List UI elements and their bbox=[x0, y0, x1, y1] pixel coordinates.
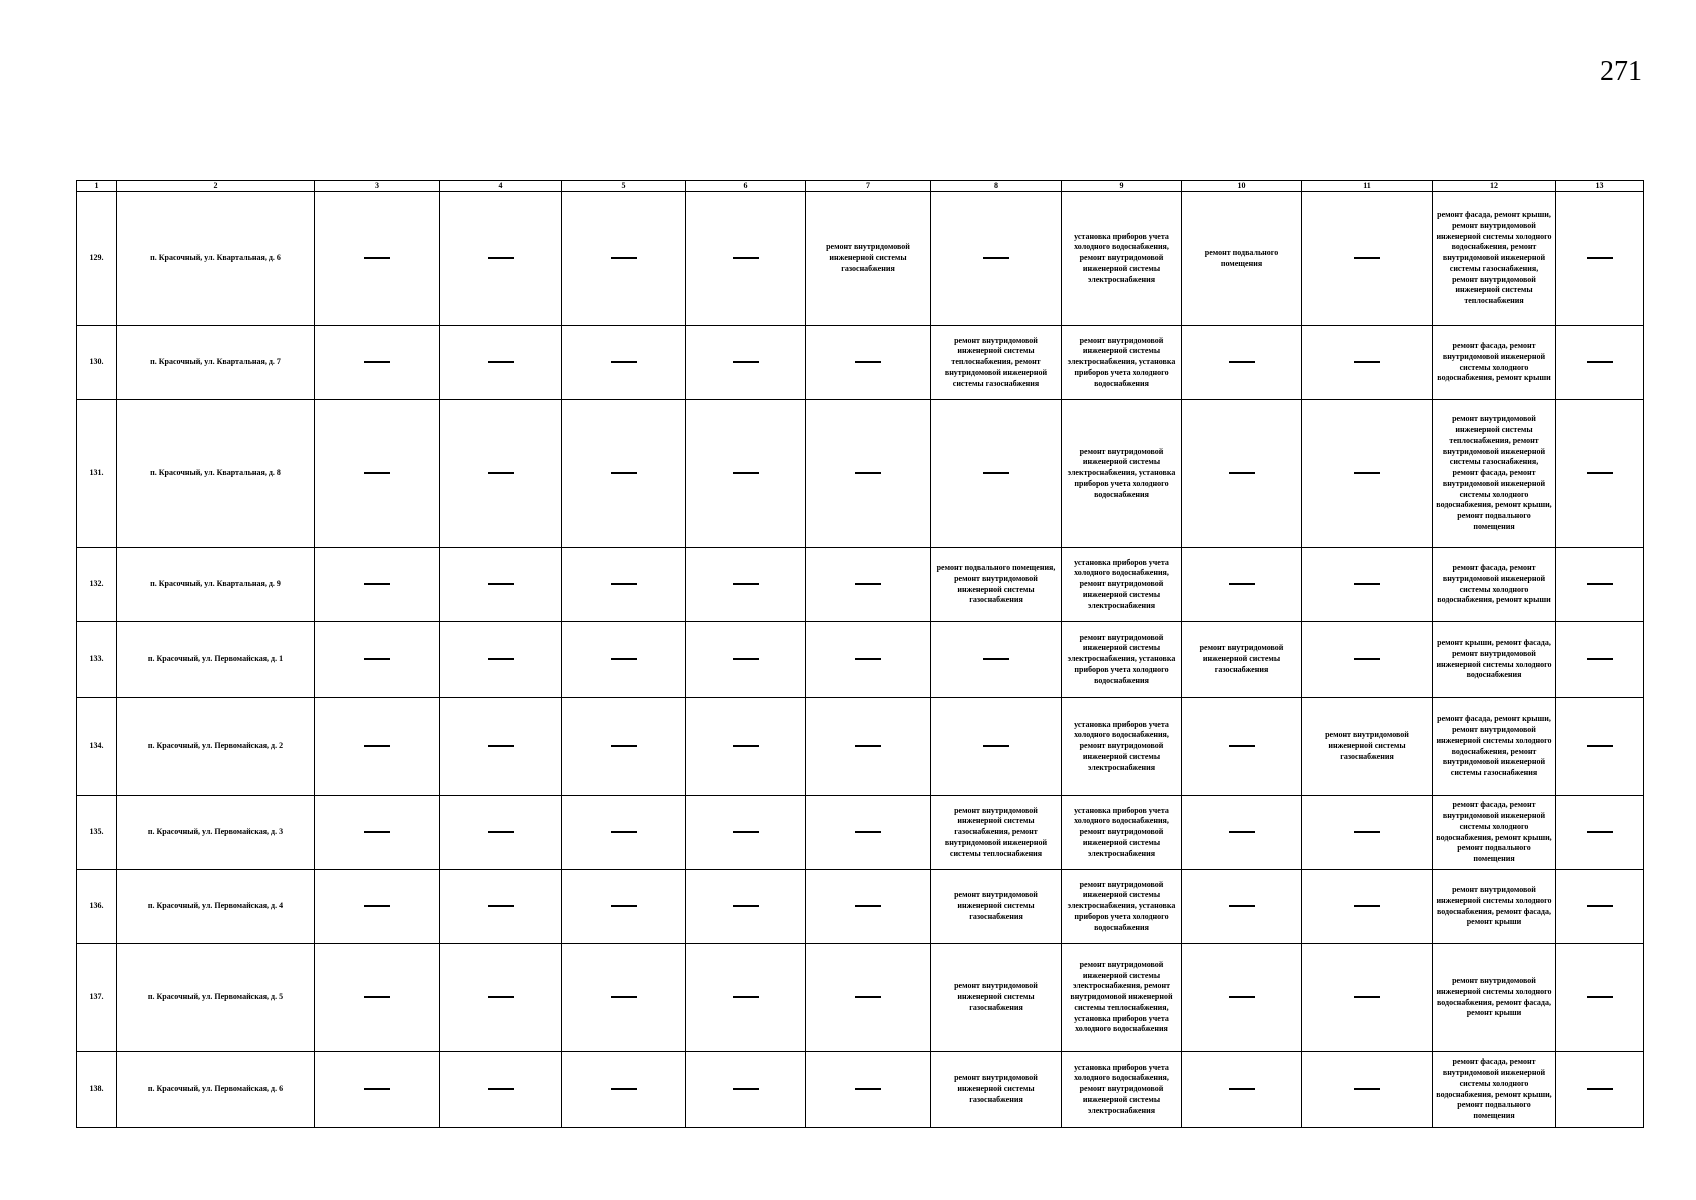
row-number: 136. bbox=[77, 870, 117, 944]
dash-mark bbox=[611, 658, 637, 660]
dash-mark bbox=[1354, 583, 1380, 585]
empty-dash-cell bbox=[440, 548, 562, 622]
empty-dash-cell bbox=[806, 400, 931, 548]
work-cell: ремонт внутридомовой инженерной системы газоснабжения bbox=[931, 1052, 1062, 1128]
dash-mark bbox=[1587, 361, 1613, 363]
dash-mark bbox=[1229, 905, 1255, 907]
empty-dash-cell bbox=[1556, 622, 1644, 698]
row-number: 131. bbox=[77, 400, 117, 548]
empty-dash-cell bbox=[1302, 1052, 1433, 1128]
empty-dash-cell bbox=[1556, 400, 1644, 548]
empty-dash-cell bbox=[686, 698, 806, 796]
work-cell: установка приборов учета холодного водоснабжения, ремонт внутридомовой инженерной системы электроснабжения bbox=[1062, 1052, 1182, 1128]
empty-dash-cell bbox=[562, 326, 686, 400]
empty-dash-cell bbox=[931, 622, 1062, 698]
dash-mark bbox=[488, 831, 514, 833]
empty-dash-cell bbox=[1182, 944, 1302, 1052]
dash-mark bbox=[855, 905, 881, 907]
work-cell: установка приборов учета холодного водоснабжения, ремонт внутридомовой инженерной системы электроснабжения bbox=[1062, 192, 1182, 326]
dash-mark bbox=[488, 658, 514, 660]
dash-mark bbox=[733, 583, 759, 585]
empty-dash-cell bbox=[440, 870, 562, 944]
work-cell: ремонт внутридомовой инженерной системы газоснабжения bbox=[931, 944, 1062, 1052]
dash-mark bbox=[983, 745, 1009, 747]
address-cell: п. Красочный, ул. Первомайская, д. 3 bbox=[117, 796, 315, 870]
column-number: 12 bbox=[1433, 181, 1556, 192]
address-cell: п. Красочный, ул. Первомайская, д. 6 bbox=[117, 1052, 315, 1128]
empty-dash-cell bbox=[806, 622, 931, 698]
dash-mark bbox=[1229, 472, 1255, 474]
dash-mark bbox=[488, 583, 514, 585]
empty-dash-cell bbox=[562, 192, 686, 326]
work-cell: ремонт внутридомовой инженерной системы электроснабжения, ремонт внутридомовой инженерной системы теплоснабжения, установка приборов учета холодного водоснабжения bbox=[1062, 944, 1182, 1052]
dash-mark bbox=[855, 472, 881, 474]
row-number: 130. bbox=[77, 326, 117, 400]
table-body bbox=[77, 192, 1644, 1128]
dash-mark bbox=[364, 361, 390, 363]
empty-dash-cell bbox=[806, 698, 931, 796]
dash-mark bbox=[1587, 658, 1613, 660]
empty-dash-cell bbox=[1556, 1052, 1644, 1128]
address-cell: п. Красочный, ул. Первомайская, д. 5 bbox=[117, 944, 315, 1052]
empty-dash-cell bbox=[1556, 796, 1644, 870]
work-cell: ремонт внутридомовой инженерной системы газоснабжения, ремонт внутридомовой инженерной системы теплоснабжения bbox=[931, 796, 1062, 870]
dash-mark bbox=[364, 583, 390, 585]
empty-dash-cell bbox=[562, 1052, 686, 1128]
work-cell: ремонт подвального помещения, ремонт внутридомовой инженерной системы газоснабжения bbox=[931, 548, 1062, 622]
empty-dash-cell bbox=[931, 192, 1062, 326]
table-row bbox=[77, 622, 1644, 698]
work-cell: ремонт фасада, ремонт внутридомовой инженерной системы холодного водоснабжения, ремонт крыши bbox=[1433, 326, 1556, 400]
empty-dash-cell bbox=[1302, 870, 1433, 944]
empty-dash-cell bbox=[440, 698, 562, 796]
empty-dash-cell bbox=[1182, 548, 1302, 622]
work-cell: ремонт внутридомовой инженерной системы электроснабжения, установка приборов учета холодного водоснабжения bbox=[1062, 400, 1182, 548]
dash-mark bbox=[1354, 361, 1380, 363]
dash-mark bbox=[611, 996, 637, 998]
dash-mark bbox=[1229, 996, 1255, 998]
empty-dash-cell bbox=[1302, 944, 1433, 1052]
empty-dash-cell bbox=[1556, 192, 1644, 326]
table-row bbox=[77, 698, 1644, 796]
dash-mark bbox=[855, 1088, 881, 1090]
empty-dash-cell bbox=[931, 400, 1062, 548]
dash-mark bbox=[733, 361, 759, 363]
dash-mark bbox=[1587, 257, 1613, 259]
empty-dash-cell bbox=[440, 622, 562, 698]
dash-mark bbox=[983, 658, 1009, 660]
dash-mark bbox=[1229, 361, 1255, 363]
column-number: 11 bbox=[1302, 181, 1433, 192]
dash-mark bbox=[611, 472, 637, 474]
dash-mark bbox=[1229, 831, 1255, 833]
empty-dash-cell bbox=[1556, 326, 1644, 400]
empty-dash-cell bbox=[315, 326, 440, 400]
address-cell: п. Красочный, ул. Первомайская, д. 2 bbox=[117, 698, 315, 796]
dash-mark bbox=[733, 831, 759, 833]
table-row bbox=[77, 326, 1644, 400]
dash-mark bbox=[611, 1088, 637, 1090]
empty-dash-cell bbox=[1302, 622, 1433, 698]
empty-dash-cell bbox=[1302, 192, 1433, 326]
address-cell: п. Красочный, ул. Квартальная, д. 6 bbox=[117, 192, 315, 326]
column-number: 9 bbox=[1062, 181, 1182, 192]
empty-dash-cell bbox=[686, 400, 806, 548]
empty-dash-cell bbox=[806, 326, 931, 400]
column-number: 4 bbox=[440, 181, 562, 192]
work-cell: установка приборов учета холодного водоснабжения, ремонт внутридомовой инженерной системы электроснабжения bbox=[1062, 548, 1182, 622]
work-cell: ремонт внутридомовой инженерной системы теплоснабжения, ремонт внутридомовой инженерной системы газоснабжения bbox=[931, 326, 1062, 400]
column-number: 1 bbox=[77, 181, 117, 192]
dash-mark bbox=[733, 257, 759, 259]
empty-dash-cell bbox=[440, 796, 562, 870]
empty-dash-cell bbox=[1302, 796, 1433, 870]
repair-program-table bbox=[76, 180, 1644, 1128]
empty-dash-cell bbox=[931, 698, 1062, 796]
column-number: 3 bbox=[315, 181, 440, 192]
dash-mark bbox=[1354, 257, 1380, 259]
dash-mark bbox=[611, 905, 637, 907]
dash-mark bbox=[855, 745, 881, 747]
dash-mark bbox=[364, 996, 390, 998]
empty-dash-cell bbox=[315, 1052, 440, 1128]
empty-dash-cell bbox=[315, 944, 440, 1052]
empty-dash-cell bbox=[440, 944, 562, 1052]
work-cell: ремонт внутридомовой инженерной системы газоснабжения bbox=[806, 192, 931, 326]
empty-dash-cell bbox=[440, 192, 562, 326]
dash-mark bbox=[1229, 583, 1255, 585]
dash-mark bbox=[364, 1088, 390, 1090]
work-cell: ремонт фасада, ремонт внутридомовой инженерной системы холодного водоснабжения, ремонт крыши, ремонт подвального помещения bbox=[1433, 1052, 1556, 1128]
empty-dash-cell bbox=[562, 796, 686, 870]
dash-mark bbox=[733, 1088, 759, 1090]
empty-dash-cell bbox=[1182, 698, 1302, 796]
table-row bbox=[77, 870, 1644, 944]
dash-mark bbox=[1354, 658, 1380, 660]
dash-mark bbox=[364, 257, 390, 259]
work-cell: ремонт крыши, ремонт фасада, ремонт внутридомовой инженерной системы холодного водоснабжения bbox=[1433, 622, 1556, 698]
work-cell: ремонт фасада, ремонт крыши, ремонт внутридомовой инженерной системы холодного водоснабжения, ремонт внутридомовой инженерной системы газоснабжения, ремонт внутридомовой инженерной системы теплоснабжения bbox=[1433, 192, 1556, 326]
dash-mark bbox=[1354, 472, 1380, 474]
table-row bbox=[77, 548, 1644, 622]
dash-mark bbox=[611, 257, 637, 259]
dash-mark bbox=[488, 361, 514, 363]
row-number: 132. bbox=[77, 548, 117, 622]
dash-mark bbox=[1354, 905, 1380, 907]
empty-dash-cell bbox=[806, 944, 931, 1052]
column-number: 8 bbox=[931, 181, 1062, 192]
column-number: 5 bbox=[562, 181, 686, 192]
empty-dash-cell bbox=[1556, 944, 1644, 1052]
empty-dash-cell bbox=[315, 548, 440, 622]
empty-dash-cell bbox=[806, 796, 931, 870]
table-row bbox=[77, 796, 1644, 870]
dash-mark bbox=[1229, 1088, 1255, 1090]
dash-mark bbox=[983, 472, 1009, 474]
empty-dash-cell bbox=[562, 870, 686, 944]
dash-mark bbox=[488, 1088, 514, 1090]
dash-mark bbox=[488, 257, 514, 259]
column-number: 10 bbox=[1182, 181, 1302, 192]
dash-mark bbox=[1354, 831, 1380, 833]
empty-dash-cell bbox=[440, 1052, 562, 1128]
empty-dash-cell bbox=[562, 622, 686, 698]
dash-mark bbox=[733, 472, 759, 474]
work-cell: ремонт подвального помещения bbox=[1182, 192, 1302, 326]
dash-mark bbox=[1354, 1088, 1380, 1090]
empty-dash-cell bbox=[686, 944, 806, 1052]
row-number: 137. bbox=[77, 944, 117, 1052]
empty-dash-cell bbox=[686, 1052, 806, 1128]
dash-mark bbox=[488, 996, 514, 998]
empty-dash-cell bbox=[1182, 870, 1302, 944]
dash-mark bbox=[611, 583, 637, 585]
dash-mark bbox=[611, 745, 637, 747]
dash-mark bbox=[364, 831, 390, 833]
row-number: 133. bbox=[77, 622, 117, 698]
dash-mark bbox=[983, 257, 1009, 259]
dash-mark bbox=[488, 472, 514, 474]
work-cell: ремонт внутридомовой инженерной системы электроснабжения, установка приборов учета холодного водоснабжения bbox=[1062, 326, 1182, 400]
empty-dash-cell bbox=[806, 870, 931, 944]
empty-dash-cell bbox=[806, 1052, 931, 1128]
dash-mark bbox=[1587, 996, 1613, 998]
empty-dash-cell bbox=[440, 326, 562, 400]
empty-dash-cell bbox=[686, 796, 806, 870]
row-number: 138. bbox=[77, 1052, 117, 1128]
dash-mark bbox=[364, 745, 390, 747]
empty-dash-cell bbox=[1556, 698, 1644, 796]
work-cell: ремонт внутридомовой инженерной системы газоснабжения bbox=[1302, 698, 1433, 796]
empty-dash-cell bbox=[315, 796, 440, 870]
dash-mark bbox=[855, 996, 881, 998]
empty-dash-cell bbox=[1302, 548, 1433, 622]
table-row bbox=[77, 1052, 1644, 1128]
work-cell: ремонт внутридомовой инженерной системы электроснабжения, установка приборов учета холодного водоснабжения bbox=[1062, 870, 1182, 944]
dash-mark bbox=[1229, 745, 1255, 747]
address-cell: п. Красочный, ул. Первомайская, д. 1 bbox=[117, 622, 315, 698]
dash-mark bbox=[1587, 583, 1613, 585]
table-row bbox=[77, 400, 1644, 548]
dash-mark bbox=[1587, 745, 1613, 747]
dash-mark bbox=[733, 905, 759, 907]
empty-dash-cell bbox=[686, 548, 806, 622]
empty-dash-cell bbox=[562, 698, 686, 796]
work-cell: ремонт внутридомовой инженерной системы газоснабжения bbox=[931, 870, 1062, 944]
work-cell: ремонт внутридомовой инженерной системы холодного водоснабжения, ремонт фасада, ремонт крыши bbox=[1433, 944, 1556, 1052]
work-cell: ремонт внутридомовой инженерной системы теплоснабжения, ремонт внутридомовой инженерной системы газоснабжения, ремонт фасада, ремонт внутридомовой инженерной системы холодного водоснабжения, ремонт крыши, ремонт подвального помещения bbox=[1433, 400, 1556, 548]
dash-mark bbox=[855, 361, 881, 363]
empty-dash-cell bbox=[1182, 796, 1302, 870]
column-number: 13 bbox=[1556, 181, 1644, 192]
dash-mark bbox=[733, 658, 759, 660]
row-number: 135. bbox=[77, 796, 117, 870]
dash-mark bbox=[364, 472, 390, 474]
dash-mark bbox=[855, 831, 881, 833]
address-cell: п. Красочный, ул. Квартальная, д. 9 bbox=[117, 548, 315, 622]
dash-mark bbox=[733, 745, 759, 747]
empty-dash-cell bbox=[686, 622, 806, 698]
work-cell: ремонт фасада, ремонт внутридомовой инженерной системы холодного водоснабжения, ремонт крыши, ремонт подвального помещения bbox=[1433, 796, 1556, 870]
empty-dash-cell bbox=[315, 622, 440, 698]
dash-mark bbox=[733, 996, 759, 998]
empty-dash-cell bbox=[562, 400, 686, 548]
empty-dash-cell bbox=[686, 870, 806, 944]
dash-mark bbox=[611, 831, 637, 833]
dash-mark bbox=[1587, 1088, 1613, 1090]
empty-dash-cell bbox=[315, 400, 440, 548]
empty-dash-cell bbox=[1556, 870, 1644, 944]
row-number: 134. bbox=[77, 698, 117, 796]
work-cell: установка приборов учета холодного водоснабжения, ремонт внутридомовой инженерной системы электроснабжения bbox=[1062, 796, 1182, 870]
address-cell: п. Красочный, ул. Квартальная, д. 8 bbox=[117, 400, 315, 548]
table-row bbox=[77, 944, 1644, 1052]
dash-mark bbox=[855, 583, 881, 585]
empty-dash-cell bbox=[562, 548, 686, 622]
empty-dash-cell bbox=[315, 698, 440, 796]
empty-dash-cell bbox=[315, 192, 440, 326]
empty-dash-cell bbox=[686, 326, 806, 400]
column-number-row bbox=[77, 181, 1644, 192]
row-number: 129. bbox=[77, 192, 117, 326]
work-cell: ремонт внутридомовой инженерной системы газоснабжения bbox=[1182, 622, 1302, 698]
empty-dash-cell bbox=[1302, 400, 1433, 548]
column-number: 6 bbox=[686, 181, 806, 192]
dash-mark bbox=[488, 745, 514, 747]
empty-dash-cell bbox=[315, 870, 440, 944]
work-cell: ремонт внутридомовой инженерной системы холодного водоснабжения, ремонт фасада, ремонт крыши bbox=[1433, 870, 1556, 944]
column-number: 2 bbox=[117, 181, 315, 192]
address-cell: п. Красочный, ул. Первомайская, д. 4 bbox=[117, 870, 315, 944]
dash-mark bbox=[1587, 905, 1613, 907]
dash-mark bbox=[611, 361, 637, 363]
work-cell: ремонт фасада, ремонт внутридомовой инженерной системы холодного водоснабжения, ремонт крыши bbox=[1433, 548, 1556, 622]
empty-dash-cell bbox=[562, 944, 686, 1052]
empty-dash-cell bbox=[1556, 548, 1644, 622]
dash-mark bbox=[1587, 831, 1613, 833]
empty-dash-cell bbox=[1302, 326, 1433, 400]
work-cell: ремонт фасада, ремонт крыши, ремонт внутридомовой инженерной системы холодного водоснабжения, ремонт внутридомовой инженерной системы газоснабжения bbox=[1433, 698, 1556, 796]
empty-dash-cell bbox=[686, 192, 806, 326]
empty-dash-cell bbox=[440, 400, 562, 548]
dash-mark bbox=[855, 658, 881, 660]
empty-dash-cell bbox=[806, 548, 931, 622]
dash-mark bbox=[488, 905, 514, 907]
dash-mark bbox=[364, 905, 390, 907]
empty-dash-cell bbox=[1182, 326, 1302, 400]
work-cell: установка приборов учета холодного водоснабжения, ремонт внутридомовой инженерной системы электроснабжения bbox=[1062, 698, 1182, 796]
column-number: 7 bbox=[806, 181, 931, 192]
empty-dash-cell bbox=[1182, 1052, 1302, 1128]
table-row bbox=[77, 192, 1644, 326]
dash-mark bbox=[1354, 996, 1380, 998]
empty-dash-cell bbox=[1182, 400, 1302, 548]
dash-mark bbox=[1587, 472, 1613, 474]
work-cell: ремонт внутридомовой инженерной системы электроснабжения, установка приборов учета холодного водоснабжения bbox=[1062, 622, 1182, 698]
dash-mark bbox=[364, 658, 390, 660]
address-cell: п. Красочный, ул. Квартальная, д. 7 bbox=[117, 326, 315, 400]
page-number: 271 bbox=[1600, 56, 1642, 87]
